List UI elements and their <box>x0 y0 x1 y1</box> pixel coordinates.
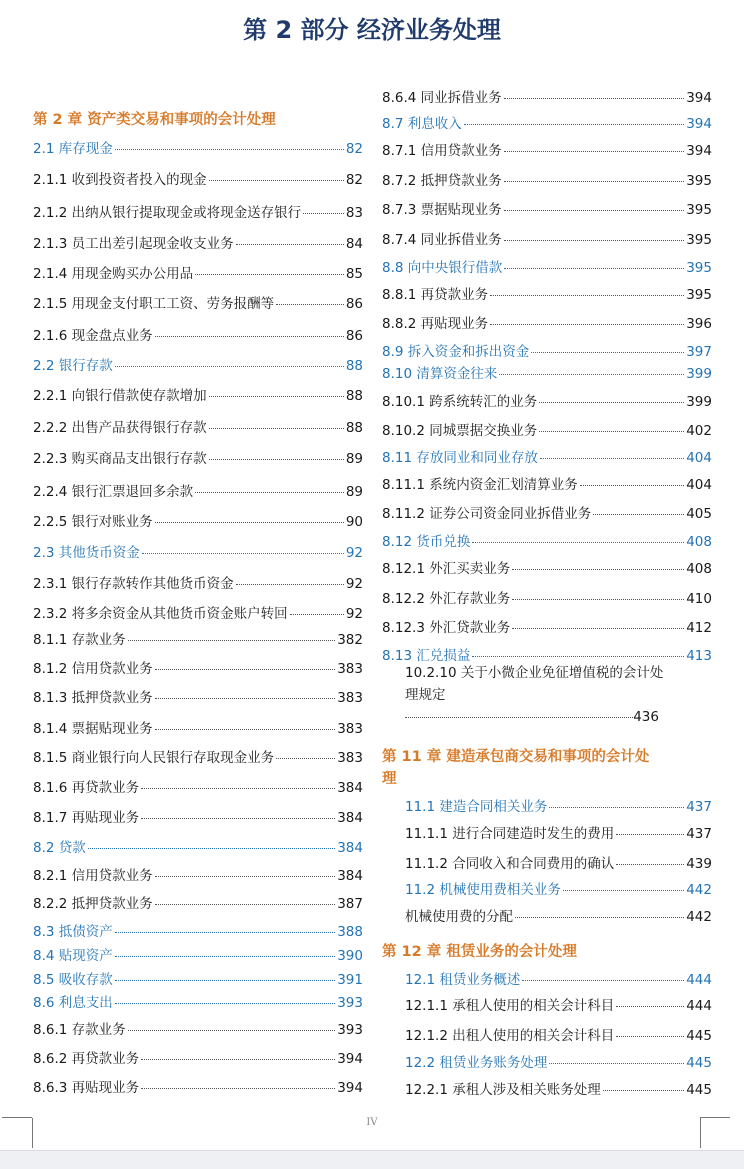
toc-entry[interactable] <box>382 169 712 189</box>
toc-leader-dots <box>531 352 684 353</box>
toc-leader-dots <box>549 807 684 808</box>
toc-entry-page: 444 <box>686 972 712 988</box>
toc-section-entry[interactable] <box>382 644 712 664</box>
toc-entry-page: 395 <box>686 173 712 189</box>
toc-leader-dots <box>515 917 684 918</box>
toc-leader-dots <box>616 864 684 865</box>
toc-entry-page: 393 <box>337 1022 363 1038</box>
toc-leader-dots <box>616 1036 684 1037</box>
toc-section-entry[interactable] <box>405 795 712 815</box>
toc-entry-title: 8.4 贴现资产 <box>33 948 113 964</box>
toc-leader-dots <box>209 428 344 429</box>
toc-entry-page: 86 <box>345 328 363 344</box>
toc-entry-page: 394 <box>686 143 712 159</box>
toc-entry-page: 402 <box>686 423 712 439</box>
toc-entry-page: 412 <box>686 620 712 636</box>
toc-entry-title: 8.1.6 再贷款业务 <box>33 780 140 796</box>
toc-entry-page: 396 <box>686 316 712 332</box>
toc-leader-dots <box>141 1088 335 1089</box>
toc-leader-dots <box>490 295 684 296</box>
toc-entry[interactable] <box>33 510 363 530</box>
toc-leader-dots <box>504 210 685 211</box>
toc-entry[interactable] <box>33 168 363 188</box>
toc-entry-title: 8.11 存放同业和同业存放 <box>382 450 538 466</box>
chapter-11-heading <box>382 746 712 790</box>
toc-entry-title: 8.10.2 同城票据交换业务 <box>382 423 538 439</box>
toc-leader-dots <box>522 980 684 981</box>
toc-entry-page: 444 <box>686 998 712 1014</box>
toc-entry-page: 394 <box>337 1051 363 1067</box>
toc-entry[interactable] <box>33 602 363 622</box>
toc-entry-page: 404 <box>686 450 712 466</box>
chapter-11-line2: 理 <box>382 771 397 787</box>
toc-entry[interactable] <box>33 657 363 677</box>
toc-leader-dots <box>141 818 335 819</box>
toc-leader-dots <box>499 374 684 375</box>
toc-entry-10-2-10[interactable] <box>405 662 705 728</box>
toc-entry-page: 89 <box>345 484 363 500</box>
toc-entry-page: 439 <box>686 856 712 872</box>
toc-leader-dots <box>540 458 684 459</box>
toc-leader-dots <box>195 492 344 493</box>
toc-entry-page: 88 <box>345 388 363 404</box>
toc-leader-dots <box>142 553 344 554</box>
toc-entry-title: 12.1 租赁业务概述 <box>405 972 521 988</box>
toc-entry-title: 2.2.5 银行对账业务 <box>33 514 153 530</box>
toc-entry[interactable] <box>33 384 363 404</box>
toc-entry[interactable] <box>33 1018 363 1038</box>
toc-entry-page: 442 <box>686 882 712 898</box>
toc-entry-page: 92 <box>345 576 363 592</box>
toc-entry-page: 404 <box>686 477 712 493</box>
toc-entry-title: 2.1.2 出纳从银行提取现金或将现金送存银行 <box>33 205 302 221</box>
toc-section-entry[interactable] <box>33 836 363 856</box>
toc-entry-title: 12.2 租赁业务账务处理 <box>405 1055 548 1071</box>
toc-entry-page: 395 <box>686 287 712 303</box>
toc-entry-title: 8.2.2 抵押贷款业务 <box>33 896 153 912</box>
toc-entry-page: 394 <box>337 1080 363 1096</box>
toc-entry-page: 383 <box>337 721 363 737</box>
crop-mark-left-h <box>2 1117 32 1118</box>
toc-section-entry[interactable] <box>382 340 712 360</box>
toc-leader-dots <box>504 268 684 269</box>
toc-entry-title: 8.2 贷款 <box>33 840 86 856</box>
toc-entry[interactable] <box>382 228 712 248</box>
toc-entry[interactable] <box>33 628 363 648</box>
toc-entry[interactable] <box>382 557 712 577</box>
toc-leader-dots <box>155 669 336 670</box>
toc-entry-title: 2.2.1 向银行借款使存款增加 <box>33 388 207 404</box>
toc-entry-title: 11.1.1 进行合同建造时发生的费用 <box>405 826 615 842</box>
toc-entry[interactable] <box>405 1024 712 1044</box>
toc-entry-title: 8.12.1 外汇买卖业务 <box>382 561 511 577</box>
toc-leader-dots <box>472 656 684 657</box>
toc-leader-dots <box>504 151 685 152</box>
toc-section-entry[interactable] <box>382 362 712 382</box>
toc-leader-dots <box>115 1003 335 1004</box>
toc-leader-dots <box>141 1059 335 1060</box>
toc-entry-page: 90 <box>345 514 363 530</box>
toc-entry-title: 8.12.3 外汇贷款业务 <box>382 620 511 636</box>
crop-mark-right-h <box>700 1117 730 1118</box>
toc-entry-title: 8.6.4 同业拆借业务 <box>382 90 502 106</box>
toc-entry-page: 83 <box>345 205 363 221</box>
toc-entry[interactable] <box>33 572 363 592</box>
toc-section-entry[interactable] <box>33 541 363 561</box>
toc-entry-page: 92 <box>345 545 363 561</box>
toc-entry-page: 395 <box>686 202 712 218</box>
toc-entry-title: 12.1.2 出租人使用的相关会计科目 <box>405 1028 615 1044</box>
toc-entry-page: 445 <box>686 1028 712 1044</box>
toc-entry-page: 383 <box>337 661 363 677</box>
toc-leader-dots <box>128 1030 336 1031</box>
toc-leader-dots <box>155 876 336 877</box>
toc-entry-page: 405 <box>686 506 712 522</box>
toc-entry[interactable] <box>33 480 363 500</box>
toc-leader-dots <box>512 628 684 629</box>
toc-entry-page: 395 <box>686 260 712 276</box>
toc-leader-dots <box>115 956 335 957</box>
toc-entry-page: 82 <box>345 141 363 157</box>
toc-leader-dots <box>128 640 336 641</box>
toc-entry-title: 8.3 抵债资产 <box>33 924 113 940</box>
toc-entry-title: 2.3 其他货币资金 <box>33 545 140 561</box>
toc-leader-dots <box>115 932 335 933</box>
toc-leader-dots <box>209 396 344 397</box>
toc-entry-title: 机械使用费的分配 <box>405 909 513 925</box>
toc-entry-page: 382 <box>337 632 363 648</box>
toc-entry-title: 8.5 吸收存款 <box>33 972 113 988</box>
toc-entry-title: 2.1.6 现金盘点业务 <box>33 328 153 344</box>
toc-entry-title: 12.2.1 承租人涉及相关账务处理 <box>405 1082 601 1098</box>
toc-entry-page: 394 <box>686 116 712 132</box>
toc-entry-page: 88 <box>345 358 363 374</box>
toc-entry-page: 391 <box>337 972 363 988</box>
toc-entry[interactable] <box>33 717 363 737</box>
toc-entry-page: 92 <box>345 606 363 622</box>
toc-entry[interactable] <box>33 1047 363 1067</box>
toc-entry-page: 413 <box>686 648 712 664</box>
toc-entry-title: 2.1.5 用现金支付职工工资、劳务报酬等 <box>33 296 275 312</box>
crop-mark-left <box>32 1118 33 1148</box>
toc-entry[interactable] <box>405 994 712 1014</box>
toc-entry-page: 436 <box>633 709 659 725</box>
page-title: 第 2 部分 经济业务处理 <box>243 16 501 44</box>
toc-entry-title: 8.12.2 外汇存款业务 <box>382 591 511 607</box>
toc-entry-title: 8.1.2 信用贷款业务 <box>33 661 153 677</box>
toc-entry-title: 8.8.1 再贷款业务 <box>382 287 489 303</box>
toc-entry-title: 8.7.2 抵押贷款业务 <box>382 173 502 189</box>
toc-entry-title: 8.9 拆入资金和拆出资金 <box>382 344 530 360</box>
toc-entry-page: 445 <box>686 1082 712 1098</box>
page-number: IV <box>366 1117 378 1128</box>
toc-entry[interactable] <box>33 1076 363 1096</box>
toc-entry-page: 390 <box>337 948 363 964</box>
toc-leader-dots <box>563 890 684 891</box>
toc-entry-title: 8.10.1 跨系统转汇的业务 <box>382 394 538 410</box>
toc-entry-title: 2.2.2 出售产品获得银行存款 <box>33 420 207 436</box>
toc-entry-title: 8.6 利息支出 <box>33 995 113 1011</box>
toc-entry-title-line1: 10.2.10 关于小微企业免征增值税的会计处 <box>405 665 664 681</box>
toc-entry-page: 437 <box>686 799 712 815</box>
toc-entry-page: 384 <box>337 780 363 796</box>
toc-leader-dots <box>616 1006 684 1007</box>
toc-section-entry[interactable] <box>33 920 363 940</box>
toc-entry[interactable] <box>33 776 363 796</box>
toc-entry-page: 393 <box>337 995 363 1011</box>
toc-entry[interactable] <box>33 686 363 706</box>
toc-section-entry[interactable] <box>33 137 363 157</box>
toc-leader-dots <box>209 180 344 181</box>
toc-entry[interactable] <box>382 390 712 410</box>
toc-leader-dots <box>504 98 685 99</box>
toc-entry-title: 11.1 建造合同相关业务 <box>405 799 548 815</box>
toc-entry[interactable] <box>382 283 712 303</box>
toc-entry[interactable] <box>382 616 712 636</box>
toc-entry[interactable] <box>382 502 712 522</box>
toc-leader-dots <box>303 213 344 214</box>
toc-leader-dots <box>539 402 684 403</box>
toc-entry-title: 8.8.2 再贴现业务 <box>382 316 489 332</box>
toc-leader-dots <box>464 124 684 125</box>
toc-entry-title: 8.6.3 再贴现业务 <box>33 1080 140 1096</box>
toc-entry-page: 410 <box>686 591 712 607</box>
toc-entry-title: 12.1.1 承租人使用的相关会计科目 <box>405 998 615 1014</box>
toc-entry-page: 84 <box>345 236 363 252</box>
toc-section-entry[interactable] <box>382 530 712 550</box>
toc-entry[interactable] <box>33 746 363 766</box>
toc-leader-dots <box>490 324 684 325</box>
toc-entry[interactable] <box>33 892 363 912</box>
toc-entry-title: 2.1.3 员工出差引起现金收支业务 <box>33 236 234 252</box>
toc-leader-dots <box>616 834 684 835</box>
crop-mark-right <box>700 1118 701 1148</box>
toc-entry-title: 8.12 货币兑换 <box>382 534 471 550</box>
toc-leader-dots <box>115 366 344 367</box>
toc-entry-page: 442 <box>686 909 712 925</box>
toc-entry-title: 8.7.3 票据贴现业务 <box>382 202 502 218</box>
toc-entry-title: 8.6.1 存款业务 <box>33 1022 126 1038</box>
toc-leader-dots <box>155 729 336 730</box>
toc-section-entry[interactable] <box>33 354 363 374</box>
toc-entry-title: 2.2.4 银行汇票退回多余款 <box>33 484 194 500</box>
toc-entry-title: 11.1.2 合同收入和合同费用的确认 <box>405 856 615 872</box>
toc-leader-dots <box>276 304 344 305</box>
toc-leader-dots <box>603 1090 684 1091</box>
toc-entry-title: 2.2 银行存款 <box>33 358 113 374</box>
toc-entry-page: 89 <box>345 451 363 467</box>
toc-entry-title: 8.1.3 抵押贷款业务 <box>33 690 153 706</box>
toc-entry[interactable] <box>33 232 363 252</box>
toc-entry-page: 383 <box>337 690 363 706</box>
toc-leader-dots <box>155 336 344 337</box>
toc-entry[interactable] <box>382 198 712 218</box>
toc-leader-dots <box>504 181 685 182</box>
toc-entry-title: 8.7.4 同业拆借业务 <box>382 232 502 248</box>
toc-section-entry[interactable] <box>405 968 712 988</box>
toc-entry-title: 8.1.7 再贴现业务 <box>33 810 140 826</box>
toc-leader-dots <box>472 542 684 543</box>
toc-entry[interactable] <box>33 201 363 221</box>
toc-entry[interactable] <box>33 806 363 826</box>
toc-leader-dots <box>155 522 344 523</box>
toc-entry-page: 383 <box>337 750 363 766</box>
toc-leader-dots <box>276 758 335 759</box>
toc-entry-page: 86 <box>345 296 363 312</box>
toc-section-entry[interactable] <box>382 446 712 466</box>
toc-leader-dots <box>195 274 344 275</box>
toc-section-entry[interactable] <box>33 944 363 964</box>
chapter-2-heading: 第 2 章 资产类交易和事项的会计处理 <box>33 112 276 128</box>
toc-leader-dots <box>504 240 685 241</box>
toc-leader-dots <box>512 569 684 570</box>
toc-entry-title: 8.8 向中央银行借款 <box>382 260 503 276</box>
toc-entry-page: 437 <box>686 826 712 842</box>
toc-leader-dots <box>236 244 344 245</box>
toc-entry-page: 388 <box>337 924 363 940</box>
toc-entry[interactable] <box>33 416 363 436</box>
toc-entry-page: 408 <box>686 561 712 577</box>
toc-entry[interactable] <box>382 86 712 106</box>
toc-entry-title: 2.1.4 用现金购买办公用品 <box>33 266 194 282</box>
toc-leader-dots <box>141 788 335 789</box>
toc-entry[interactable] <box>405 822 712 842</box>
toc-leader-dots <box>512 599 684 600</box>
toc-entry-page: 395 <box>686 232 712 248</box>
toc-leader-dots <box>549 1063 684 1064</box>
toc-entry[interactable] <box>405 905 712 925</box>
toc-entry-title: 8.1.1 存款业务 <box>33 632 126 648</box>
toc-leader-dots <box>155 698 336 699</box>
toc-entry-title: 8.11.1 系统内资金汇划清算业务 <box>382 477 578 493</box>
toc-entry-title-line2: 理规定 <box>405 687 446 703</box>
toc-entry-title: 2.1.1 收到投资者投入的现金 <box>33 172 207 188</box>
toc-entry-page: 394 <box>686 90 712 106</box>
toc-entry-title: 8.2.1 信用贷款业务 <box>33 868 153 884</box>
toc-entry[interactable] <box>405 852 712 872</box>
toc-leader-dots <box>155 904 336 905</box>
toc-entry-title: 2.3.1 银行存款转作其他货币资金 <box>33 576 234 592</box>
toc-leader-dots <box>236 584 344 585</box>
toc-section-entry[interactable] <box>382 112 712 132</box>
toc-leader-dots <box>115 149 344 150</box>
toc-entry-title: 8.13 汇兑损益 <box>382 648 471 664</box>
toc-section-entry[interactable] <box>33 968 363 988</box>
toc-leader-dots <box>88 848 335 849</box>
toc-entry-title: 2.2.3 购买商品支出银行存款 <box>33 451 207 467</box>
toc-entry-title: 8.1.4 票据贴现业务 <box>33 721 153 737</box>
toc-entry[interactable] <box>33 262 363 282</box>
toc-entry-page: 85 <box>345 266 363 282</box>
toc-entry[interactable] <box>382 473 712 493</box>
toc-leader-dots <box>580 485 684 486</box>
toc-entry-page: 445 <box>686 1055 712 1071</box>
toc-leader-dots <box>405 717 633 718</box>
toc-entry-title: 8.6.2 再贷款业务 <box>33 1051 140 1067</box>
toc-entry-title: 2.1 库存现金 <box>33 141 113 157</box>
toc-section-entry[interactable] <box>382 256 712 276</box>
toc-entry-title: 8.11.2 证券公司资金同业拆借业务 <box>382 506 592 522</box>
toc-entry[interactable] <box>382 587 712 607</box>
toc-entry-title: 8.7.1 信用贷款业务 <box>382 143 502 159</box>
toc-entry[interactable] <box>382 419 712 439</box>
toc-entry[interactable] <box>33 864 363 884</box>
toc-entry-page: 387 <box>337 896 363 912</box>
toc-leader-dots <box>209 459 344 460</box>
toc-entry-page: 399 <box>686 366 712 382</box>
toc-entry-page: 399 <box>686 394 712 410</box>
toc-section-entry[interactable] <box>405 878 712 898</box>
toc-entry[interactable] <box>33 324 363 344</box>
toc-entry-page: 384 <box>337 868 363 884</box>
toc-entry[interactable] <box>33 447 363 467</box>
toc-entry-page: 408 <box>686 534 712 550</box>
toc-leader-dots <box>115 980 335 981</box>
toc-entry[interactable] <box>405 1078 712 1098</box>
toc-entry[interactable] <box>382 139 712 159</box>
toc-entry-title: 11.2 机械使用费相关业务 <box>405 882 561 898</box>
toc-entry-page: 384 <box>337 810 363 826</box>
viewer-bottom-bar <box>0 1150 744 1169</box>
toc-entry-title: 8.7 利息收入 <box>382 116 462 132</box>
toc-section-entry[interactable] <box>33 991 363 1011</box>
toc-entry[interactable] <box>382 312 712 332</box>
toc-entry-title: 2.3.2 将多余资金从其他货币资金账户转回 <box>33 606 288 622</box>
toc-entry[interactable] <box>33 292 363 312</box>
chapter-11-line1: 第 11 章 建造承包商交易和事项的会计处 <box>382 749 650 765</box>
toc-section-entry[interactable] <box>405 1051 712 1071</box>
toc-entry-page: 88 <box>345 420 363 436</box>
toc-entry-title: 8.1.5 商业银行向人民银行存取现金业务 <box>33 750 275 766</box>
toc-entry-page: 397 <box>686 344 712 360</box>
toc-entry-page: 82 <box>345 172 363 188</box>
toc-entry-page: 384 <box>337 840 363 856</box>
toc-leader-dots <box>593 514 684 515</box>
chapter-12-heading: 第 12 章 租赁业务的会计处理 <box>382 944 577 960</box>
toc-leader-dots <box>290 614 344 615</box>
toc-entry-title: 8.10 清算资金往来 <box>382 366 498 382</box>
toc-leader-dots <box>539 431 684 432</box>
